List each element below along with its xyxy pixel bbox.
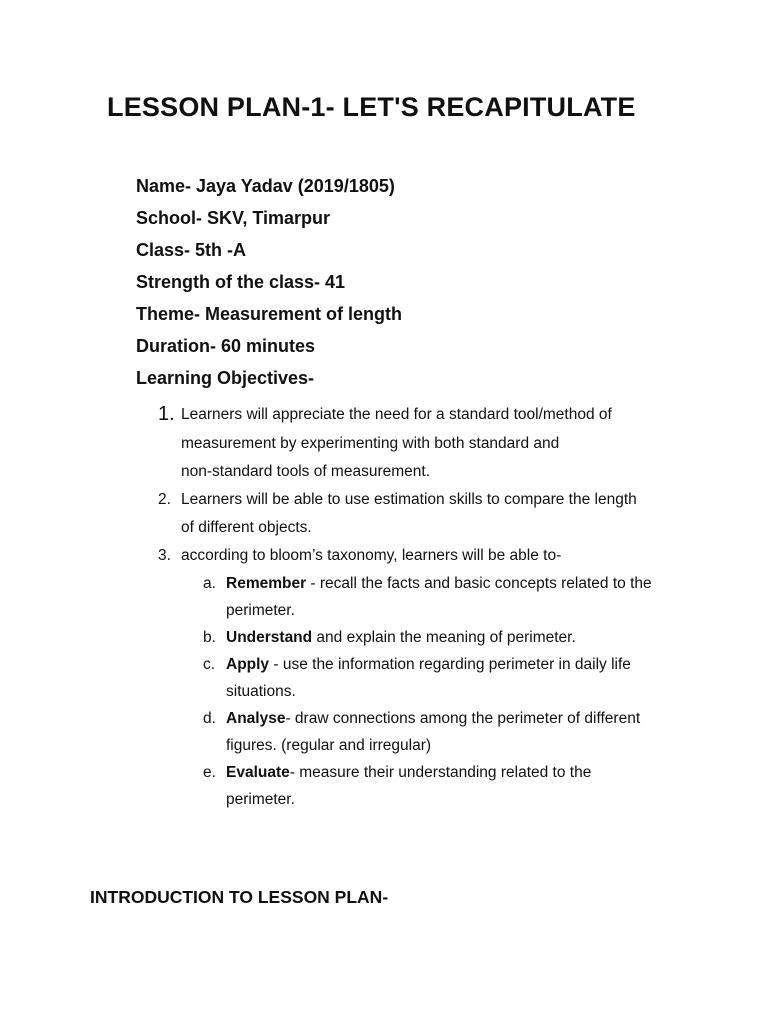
- bloom-term: Analyse: [226, 710, 286, 727]
- bloom-letter: e.: [203, 764, 216, 781]
- class: Class- 5th -A: [136, 240, 247, 260]
- bloom-term: Apply: [226, 656, 270, 673]
- duration: Duration- 60 minutes: [136, 336, 316, 356]
- class-strength: Strength of the class- 41: [136, 272, 346, 292]
- objective-text: according to bloom’s taxonomy, learners will be able to-: [181, 547, 562, 564]
- bloom-letter: a.: [203, 575, 216, 592]
- objective-text: measurement by experimenting with both standard and: [181, 435, 560, 452]
- bloom-term: Remember: [226, 575, 307, 592]
- teacher-name: Name- Jaya Yadav (2019/1805): [136, 176, 395, 196]
- objective-number: 1.: [158, 403, 175, 425]
- page-title: LESSON PLAN-1- LET'S RECAPITULATE: [107, 92, 636, 122]
- bloom-description: perimeter.: [226, 602, 295, 619]
- bloom-item-analyse: [203, 705, 718, 759]
- objective-item: [158, 486, 718, 542]
- theme: Theme- Measurement of length: [136, 304, 403, 324]
- objective-item: [158, 400, 718, 486]
- bloom-description: - measure their understanding related to the: [289, 764, 592, 781]
- learning-objectives-list: [158, 400, 718, 813]
- bloom-letter: b.: [203, 629, 216, 646]
- objective-number: 3.: [158, 547, 171, 564]
- bloom-item-remember: [203, 570, 718, 624]
- bloom-description: - draw connections among the perimeter of different: [285, 710, 641, 727]
- bloom-description: perimeter.: [226, 791, 295, 808]
- bloom-letter: c.: [203, 656, 216, 673]
- objective-text: Learners will be able to use estimation skills to compare the length: [181, 491, 637, 508]
- introduction-heading: INTRODUCTION TO LESSON PLAN-: [90, 887, 389, 907]
- objective-text: of different objects.: [181, 519, 312, 536]
- school: School- SKV, Timarpur: [136, 208, 331, 228]
- bloom-description: - use the information regarding perimeter in daily life: [269, 656, 631, 673]
- bloom-item-understand: [203, 624, 718, 651]
- learning-objectives-heading: Learning Objectives-: [136, 368, 315, 388]
- objective-text: non-standard tools of measurement.: [181, 463, 430, 480]
- objective-text: Learners will appreciate the need for a standard tool/method of: [181, 406, 612, 423]
- lesson-details: [136, 172, 402, 396]
- bloom-item-apply: [203, 651, 718, 705]
- bloom-term: Understand: [226, 629, 313, 646]
- bloom-description: figures. (regular and irregular): [226, 737, 432, 754]
- bloom-taxonomy-list: [203, 570, 718, 813]
- bloom-letter: d.: [203, 710, 216, 727]
- objective-number: 2.: [158, 491, 171, 508]
- bloom-term: Evaluate: [226, 764, 290, 781]
- objective-item: [158, 542, 718, 813]
- bloom-item-evaluate: [203, 759, 718, 813]
- bloom-description: situations.: [226, 683, 296, 700]
- bloom-description: and explain the meaning of perimeter.: [312, 629, 576, 646]
- bloom-description: - recall the facts and basic concepts related to the: [306, 575, 652, 592]
